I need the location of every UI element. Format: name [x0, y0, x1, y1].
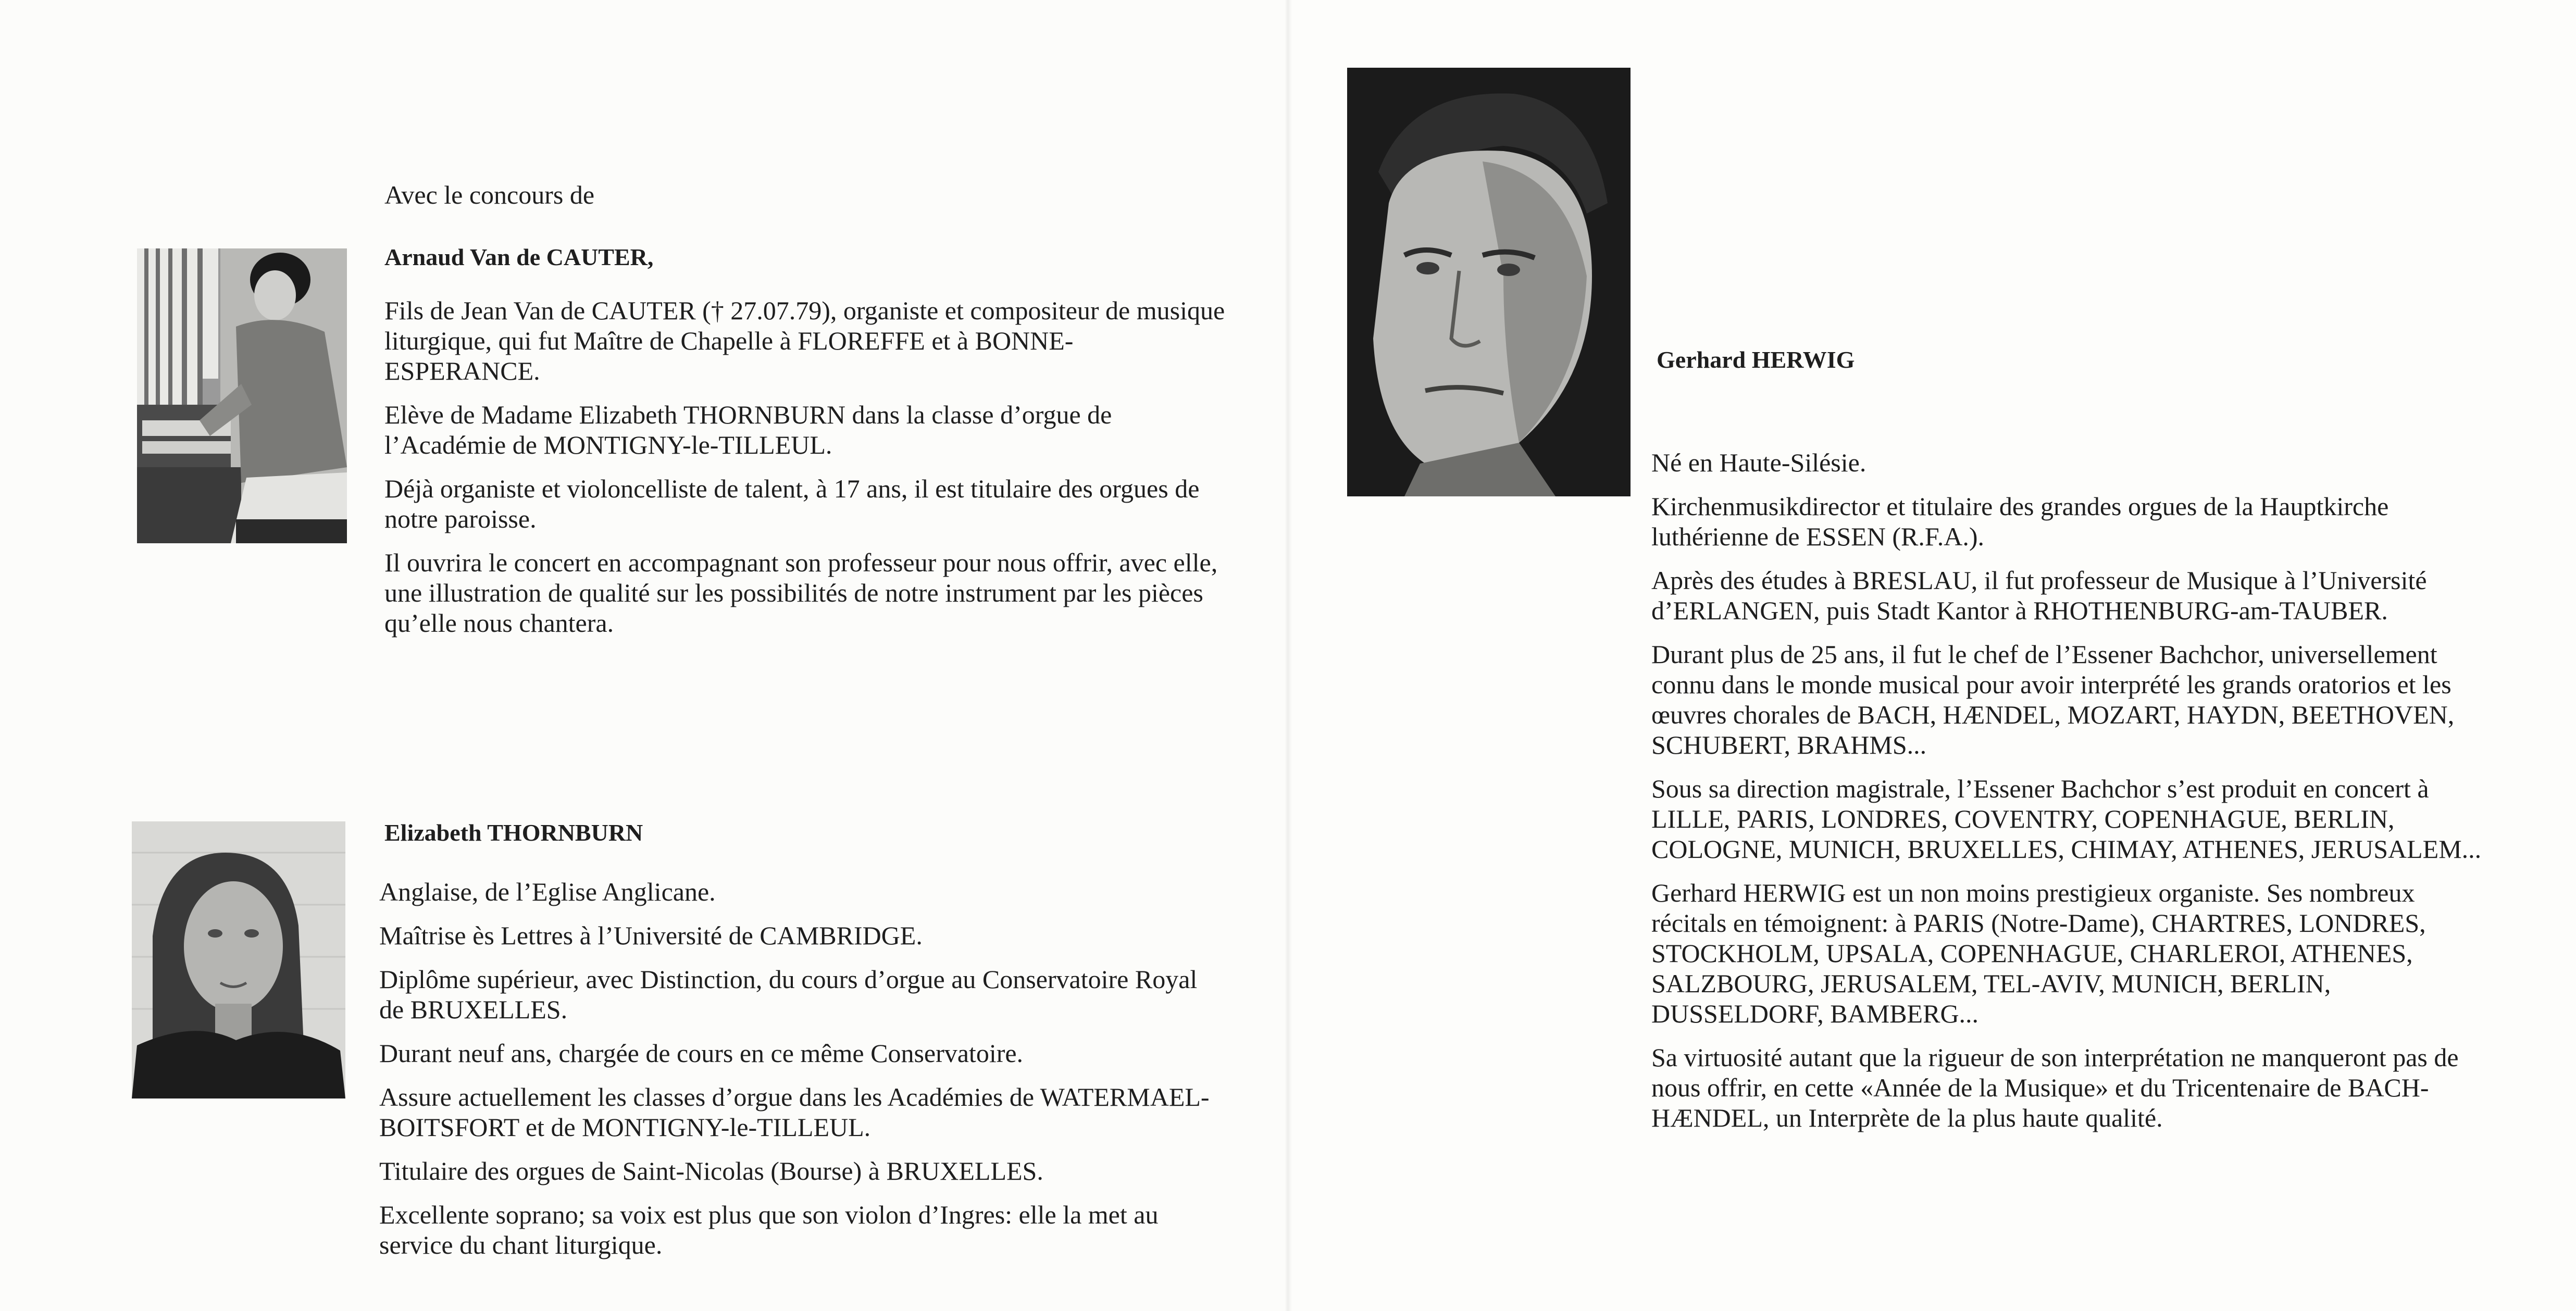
thornburn-paragraph: Diplôme supérieur, avec Distinction, du cours d’orgue au Conservatoire Royal de BRUXELLES. — [379, 965, 1198, 1024]
thornburn-paragraph: Anglaise, de l’Eglise Anglicane. — [379, 877, 716, 906]
thornburn-paragraph: Assure actuellement les classes d’orgue dans les Académies de WATERMAEL-BOITSFORT et de MONTIGNY-le-TILLEUL. — [379, 1082, 1210, 1142]
herwig-paragraph: Gerhard HERWIG est un non moins prestigieux organiste. Ses nombreux récitals en témoignent: à PARIS (Notre-Dame), CHARTRES, LONDRES, STOCKHOLM, UPSALA, COPENHAGUE, CHARLEROI, ATHENES, SALZBOURG, JERUSALEM, TEL-AVIV, MUNICH, BERLIN, DUSSELDORF, BAMBERG... — [1651, 878, 2426, 1028]
organist-at-organ-photo — [137, 248, 347, 543]
herwig-paragraph: Sa virtuosité autant que la rigueur de son interprétation ne manqueront pas de nous offrir, en cette «Année de la Musique» et du Tricentenaire de BACH-HÆNDEL, un Interprète de la plus haute qualité. — [1651, 1043, 2459, 1132]
herwig-paragraph: Sous sa direction magistrale, l’Essener Bachchor s’est produit en concert à LILLE, PARIS, LONDRES, COVENTRY, COPENHAGUE, BERLIN, COLOGNE, MUNICH, BRUXELLES, CHIMAY, ATHENES, JERUSALEM... — [1651, 774, 2482, 864]
cauter-paragraph: Fils de Jean Van de CAUTER († 27.07.79), organiste et compositeur de musique liturgique, qui fut Maître de Chapelle à FLOREFFE et à BONNE-ESPERANCE. — [384, 296, 1225, 385]
herwig-paragraph: Né en Haute-Silésie. — [1651, 448, 1866, 477]
herwig-paragraph: Kirchenmusikdirector et titulaire des grandes orgues de la Hauptkirche luthérienne de ESSEN (R.F.A.). — [1651, 492, 2389, 551]
cauter-name: Arnaud Van de CAUTER, — [384, 244, 654, 270]
woman-portrait-photo — [132, 821, 345, 1098]
herwig-biography — [1651, 447, 2495, 1146]
herwig-name: Gerhard HERWIG — [1657, 346, 1855, 373]
cauter-paragraph: Elève de Madame Elizabeth THORNBURN dans la classe d’orgue de l’Académie de MONTIGNY-le-TILLEUL. — [384, 400, 1112, 459]
thornburn-biography — [379, 877, 1223, 1273]
thornburn-name: Elizabeth THORNBURN — [384, 819, 643, 846]
thornburn-paragraph: Titulaire des orgues de Saint-Nicolas (Bourse) à BRUXELLES. — [379, 1156, 1043, 1185]
thornburn-paragraph: Excellente soprano; sa voix est plus que son violon d’Ingres: elle la met au service du chant liturgique. — [379, 1200, 1159, 1259]
intro-line: Avec le concours de — [384, 180, 595, 209]
thornburn-paragraph: Maîtrise ès Lettres à l’Université de CAMBRIDGE. — [379, 921, 923, 950]
herwig-paragraph: Durant plus de 25 ans, il fut le chef de l’Essener Bachchor, universellement connu dans le monde musical pour avoir interprété les grands oratorios et les œuvres chorales de BACH, HÆNDEL, MOZART, HAYDN, BEETHOVEN, SCHUBERT, BRAHMS... — [1651, 640, 2455, 759]
page-fold — [1285, 0, 1292, 1311]
man-portrait-photo — [1347, 68, 1631, 496]
cauter-paragraph: Déjà organiste et violoncelliste de talent, à 17 ans, il est titulaire des orgues de notre paroisse. — [384, 474, 1200, 533]
herwig-paragraph: Après des études à BRESLAU, il fut professeur de Musique à l’Université d’ERLANGEN, puis Stadt Kantor à RHOTHENBURG-am-TAUBER. — [1651, 566, 2427, 625]
cauter-paragraph: Il ouvrira le concert en accompagnant son professeur pour nous offrir, avec elle, une illustration de qualité sur les possibilités de notre instrument par les pièces qu’elle nous chantera. — [384, 548, 1218, 638]
thornburn-paragraph: Durant neuf ans, chargée de cours en ce même Conservatoire. — [379, 1039, 1024, 1068]
cauter-biography — [384, 295, 1228, 652]
